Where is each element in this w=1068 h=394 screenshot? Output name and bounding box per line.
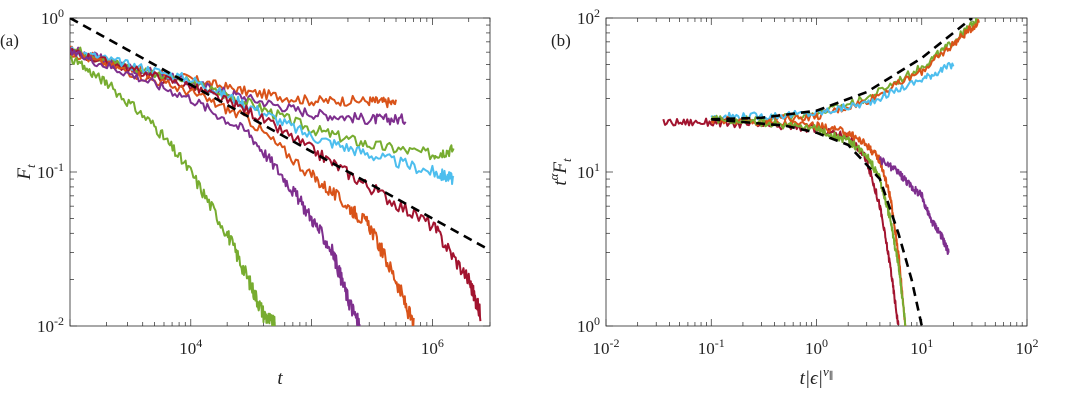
panel-label: (a) bbox=[0, 31, 19, 50]
x-tick-label: $10^2$ bbox=[1015, 336, 1039, 358]
series-line bbox=[70, 49, 480, 321]
y-tick-label: $10^0$ bbox=[41, 6, 64, 28]
x-tick-label: $10^6$ bbox=[420, 336, 444, 358]
reference-dashed-line bbox=[70, 18, 490, 250]
x-tick-label: $10^0$ bbox=[805, 336, 828, 358]
x-tick-label: $10^{-2}$ bbox=[592, 336, 620, 358]
y-tick-label: $10^{-2}$ bbox=[37, 314, 64, 336]
panel-b bbox=[546, 6, 1039, 389]
y-tick-label: $10^2$ bbox=[577, 6, 600, 28]
series-line bbox=[711, 116, 905, 330]
axes-frame bbox=[606, 18, 1027, 326]
x-tick-label: $10^{-1}$ bbox=[697, 336, 725, 358]
plot-area bbox=[70, 18, 490, 332]
y-axis-label: $F_t$ bbox=[14, 164, 38, 180]
panel-label: (b) bbox=[551, 31, 571, 50]
y-tick-label: $10^1$ bbox=[577, 160, 600, 182]
y-tick-label: $10^{-1}$ bbox=[37, 160, 64, 182]
series-line bbox=[663, 119, 898, 326]
panel-a bbox=[0, 6, 490, 389]
x-tick-label: $10^4$ bbox=[179, 336, 203, 358]
plot-area bbox=[663, 17, 979, 330]
y-axis-label: $t^\alpha F_t$ bbox=[546, 158, 574, 186]
y-tick-label: $10^0$ bbox=[577, 314, 600, 336]
x-tick-label: $10^1$ bbox=[910, 336, 934, 358]
series-line bbox=[711, 117, 905, 326]
x-axis-label: t bbox=[277, 368, 283, 389]
series-line bbox=[762, 20, 980, 123]
x-axis-label: $t|\epsilon|^\nu\parallel$ bbox=[799, 364, 834, 389]
series-line bbox=[70, 48, 360, 329]
